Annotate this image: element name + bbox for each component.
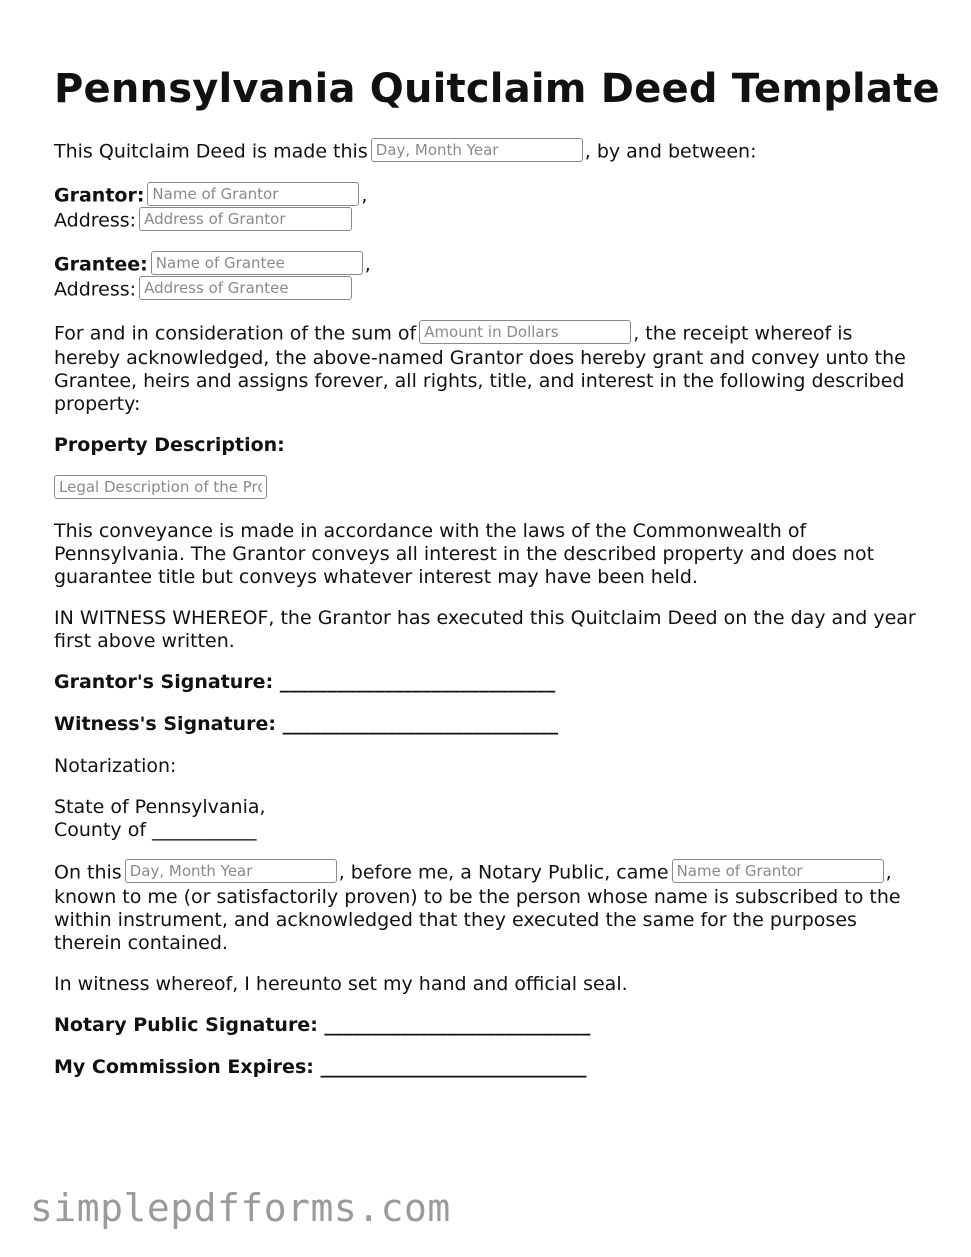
commission-expires-line: ____________________________ [320, 1056, 587, 1078]
grantee-address-label: Address: [54, 278, 137, 301]
commission-expires-row [54, 1056, 586, 1079]
notary-grantor-name-field[interactable] [672, 859, 884, 883]
notary-line-2: known to me (or satisfactorily proven) to be the person whose name is subscribed to the [54, 886, 901, 908]
notary-line-3: within instrument, and acknowledged that they executed the same for the purposes [54, 909, 857, 931]
witness-signature-row [54, 713, 558, 736]
grantor-label: Grantor: [54, 184, 145, 207]
page-title: Pennsylvania Quitclaim Deed Template [54, 66, 940, 112]
grantor-address-label: Address: [54, 209, 137, 232]
property-description-row [54, 477, 269, 501]
notary-signature-label: Notary Public Signature: [54, 1014, 318, 1036]
commission-expires-label: My Commission Expires: [54, 1056, 314, 1078]
witness-signature-label: Witness's Signature: [54, 713, 276, 735]
notary-county: County of ___________ [54, 819, 257, 841]
intro-after: , by and between: [584, 140, 757, 163]
witness-clause-line-1: IN WITNESS WHEREOF, the Grantor has executed this Quitclaim Deed on the day and year [54, 607, 916, 629]
notary-signature-line: ____________________________ [324, 1014, 591, 1036]
grantor-comma: , [361, 184, 368, 207]
witness-clause-line-2: first above written. [54, 630, 235, 652]
grantor-signature-line: _____________________________ [279, 671, 556, 693]
deed-date-field[interactable] [371, 138, 583, 162]
notary-line-1 [54, 861, 892, 885]
property-description-label: Property Description: [54, 434, 285, 456]
grantee-comma: , [364, 253, 371, 276]
grantor-signature-row [54, 671, 555, 694]
notary-signature-row [54, 1014, 590, 1037]
notary-date-field[interactable] [125, 859, 337, 883]
notary-on-this: On this [54, 861, 122, 884]
consideration-line-3: Grantee, heirs and assigns forever, all rights, title, and interest in the following described [54, 370, 905, 392]
conveyance-line-2: Pennsylvania. The Grantor conveys all interest in the described property and does not [54, 543, 875, 565]
official-seal-text: In witness whereof, I hereunto set my hand and official seal. [54, 973, 628, 995]
conveyance-line-1: This conveyance is made in accordance with the laws of the Commonwealth of [54, 520, 807, 542]
intro-before: This Quitclaim Deed is made this [54, 140, 368, 163]
amount-field[interactable] [419, 320, 631, 344]
grantee-address-line [54, 278, 354, 302]
notary-middle-text: , before me, a Notary Public, came [338, 861, 669, 884]
watermark: simplepdfforms.com [30, 1186, 451, 1230]
consideration-line-2: hereby acknowledged, the above-named Grantor does hereby grant and convey unto the [54, 347, 906, 369]
property-description-field[interactable] [54, 475, 267, 499]
grantee-label: Grantee: [54, 253, 148, 276]
grantor-address-field[interactable] [139, 207, 352, 231]
grantee-line [54, 253, 371, 277]
notarization-heading: Notarization: [54, 755, 177, 777]
grantor-name-field[interactable] [147, 182, 359, 206]
grantee-name-field[interactable] [151, 251, 363, 275]
grantor-line [54, 184, 367, 208]
intro-line [54, 140, 757, 164]
witness-signature-line: _____________________________ [282, 713, 559, 735]
grantee-address-field[interactable] [139, 276, 352, 300]
consideration-after: , the receipt whereof is [633, 322, 853, 345]
notary-comma: , [885, 861, 892, 884]
consideration-before: For and in consideration of the sum of [54, 322, 417, 345]
consideration-line-4: property: [54, 393, 141, 415]
conveyance-line-3: guarantee title but conveys whatever interest may have been held. [54, 566, 698, 588]
grantor-signature-label: Grantor's Signature: [54, 671, 274, 693]
consideration-line-1 [54, 322, 852, 346]
notary-line-4: therein contained. [54, 932, 228, 954]
notary-state: State of Pennsylvania, [54, 796, 266, 818]
grantor-address-line [54, 209, 354, 233]
